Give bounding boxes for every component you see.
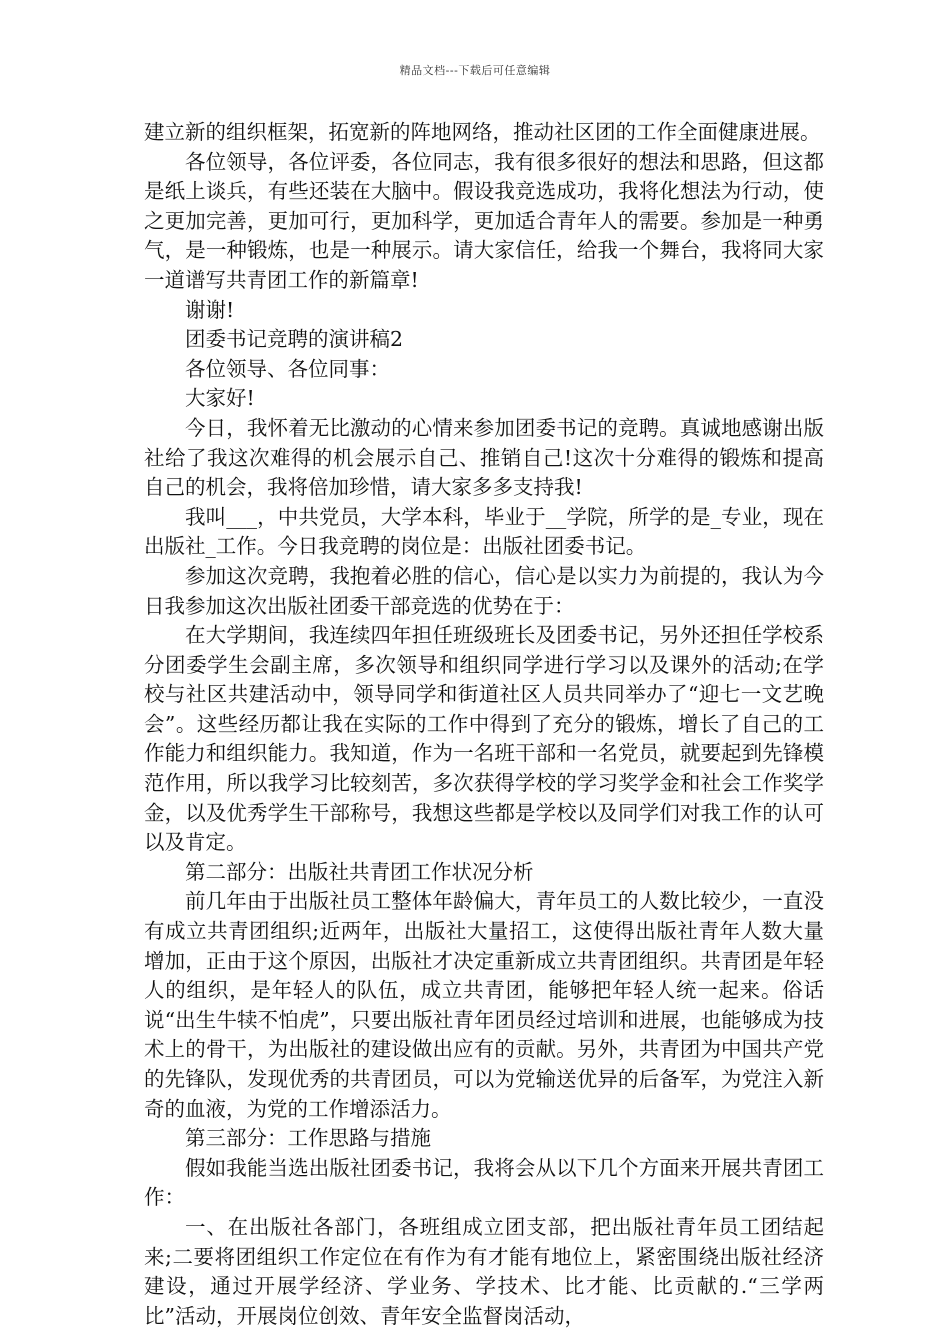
paragraph: 参加这次竞聘，我抱着必胜的信心，信心是以实力为前提的，我认为今日我参加这次出版社团委干部竞选的优势在于：	[144, 563, 824, 618]
paragraph: 在大学期间，我连续四年担任班级班长及团委书记，另外还担任学校系分团委学生会副主席，多次领导和组织同学进行学习以及课外的活动;在学校与社区共建活动中，领导同学和街道社区人员共同举办了“迎七一文艺晚会”。这些经历都让我在实际的工作中得到了充分的锻炼，增长了自己的工作能力和组织能力。我知道，作为一名班干部和一名党员，就要起到先锋模范作用，所以我学习比较刻苦，多次获得学校的学习奖学金和社会工作奖学金，以及优秀学生干部称号，我想这些都是学校以及同学们对我工作的认可以及肯定。	[144, 623, 824, 855]
paragraph: 今日，我怀着无比激动的心情来参加团委书记的竞聘。真诚地感谢出版社给了我这次难得的机会展示自己、推销自己!这次十分难得的锻炼和提高自己的机会，我将倍加珍惜，请大家多多支持我!	[144, 415, 824, 500]
paragraph: 谢谢!	[185, 297, 235, 322]
paragraph: 第三部分：工作思路与措施	[185, 1126, 431, 1151]
paragraph: 大家好!	[185, 386, 255, 411]
paragraph: 一、在出版社各部门，各班组成立团支部，把出版社青年员工团结起来;二要将团组织工作定位在有作为有才能有地位上，紧密围绕出版社经济建设，通过开展学经济、学业务、学技术、比才能、比贡献的.“三学两比”活动，开展岗位创效、青年安全监督岗活动，	[144, 1214, 824, 1328]
paragraph: 我叫___，中共党员，大学本科，毕业于__学院，所学的是_专业，现在出版社_工作。今日我竞聘的岗位是：出版社团委书记。	[144, 504, 824, 559]
paragraph: 假如我能当选出版社团委书记，我将会从以下几个方面来开展共青团工作：	[144, 1155, 824, 1210]
paragraph: 各位领导，各位评委，各位同志，我有很多很好的想法和思路，但这都是纸上谈兵，有些还装在大脑中。假设我竞选成功，我将化想法为行动，使之更加完善，更加可行，更加科学，更加适合青年人的需要。参加是一种勇气，是一种锻炼，也是一种展示。请大家信任，给我一个舞台，我将同大家一道谱写共青团工作的新篇章!	[144, 149, 824, 292]
paragraph: 建立新的组织框架，拓宽新的阵地网络，推动社区团的工作全面健康进展。	[144, 120, 821, 144]
document-body	[144, 118, 824, 1331]
paragraph: 各位领导、各位同事：	[185, 356, 390, 381]
paragraph: 团委书记竞聘的演讲稿2	[185, 327, 404, 352]
paragraph: 前几年由于出版社员工整体年龄偏大，青年员工的人数比较少，一直没有成立共青团组织;近两年，出版社大量招工，这使得出版社青年人数大量增加，正由于这个原因，出版社才决定重新成立共青团组织。共青团是年轻人的组织，是年轻人的队伍，成立共青团，能够把年轻人统一起来。俗话说“出生牛犊不怕虎”，只要出版社青年团员经过培训和进展，也能够成为技术上的骨干，为出版社的建设做出应有的贡献。另外，共青团为中国共产党的先锋队，发现优秀的共青团员，可以为党输送优异的后备军，为党注入新奇的血液，为党的工作增添活力。	[144, 889, 824, 1121]
paragraph: 第二部分：出版社共青团工作状况分析	[185, 859, 534, 884]
page-header: 精品文档---下载后可任意编辑	[399, 64, 551, 77]
